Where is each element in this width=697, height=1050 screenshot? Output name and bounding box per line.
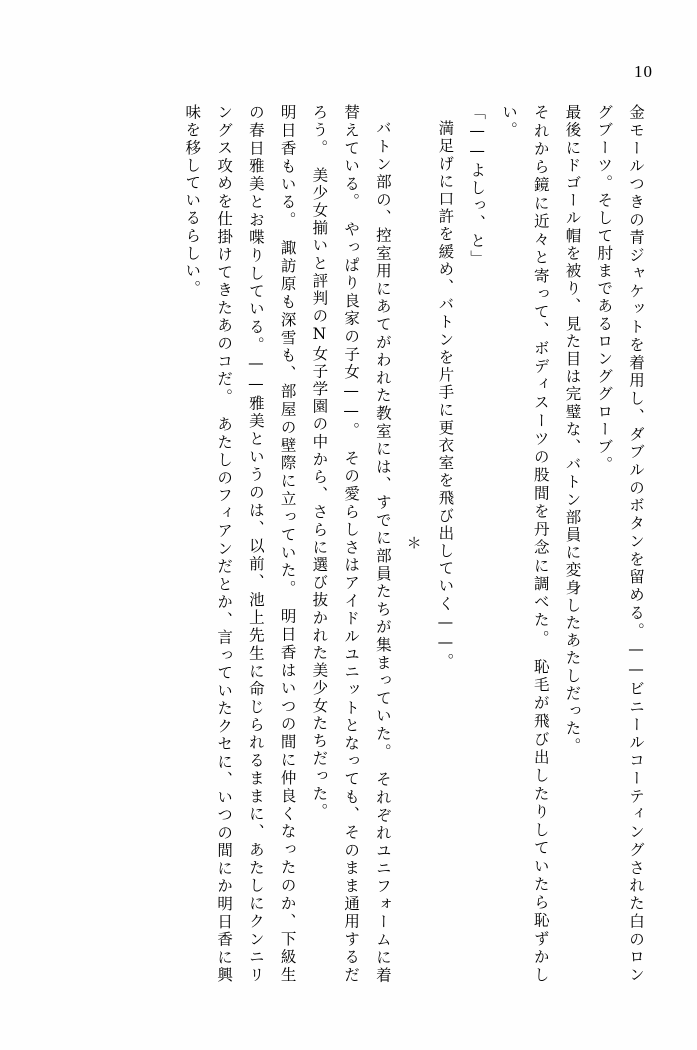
page-number: 10	[634, 62, 653, 81]
paragraph-2: 最後にドゴール帽を被り、見た目は完璧な、バトン部員に変身したあたしだった。	[563, 104, 582, 756]
scene-separator: ＊	[404, 535, 423, 553]
paragraph-3: それから鏡に近々と寄って、ボディスーツの股間を丹念に調べた。 恥毛が飛び出したりしていたら恥ずかしい。	[499, 104, 550, 984]
paragraph-7: 明日香もいる。 諏訪原も深雪も、部屋の壁際に立っていた。 明日香はいつの間に仲良くなったのか、下級生の春日雅美とお喋りしている。——雅美というのは、以前、池上先生に命じられるままに、あたしにクンニリングス攻めを仕掛けてきたあのコだ。 あたしのフィアンだとか、言っていたクセに、いつの間にか明日香に興味を移しているらしい。	[183, 104, 297, 984]
page-body-text	[51, 104, 651, 984]
paragraph-1: 金モールつきの青ジャケットを着用し、ダブルのボタンを留める。——ビニールコーティングされた白のロングブーツ。そして肘まであるロンググローブ。	[595, 104, 645, 984]
paragraph-6: バトン部の、控室用にあてがわれた教室には、すでに部員たちが集まっていた。 それぞれユニフォームに着替えている。 やっぱり良家の子女——。 その愛らしさはアイドルユニットとなっても、そのまま通用するだろう。 美少女揃いと評判のN女子学園の中から、さらに選び抜かれた美少女たちだった。	[310, 104, 392, 984]
paragraph-4-dialogue: 「——よしっ、と」	[468, 104, 487, 268]
paragraph-5: 満足げに口許を緩め、バトンを片手に更衣室を飛び出していく——。	[436, 119, 455, 671]
